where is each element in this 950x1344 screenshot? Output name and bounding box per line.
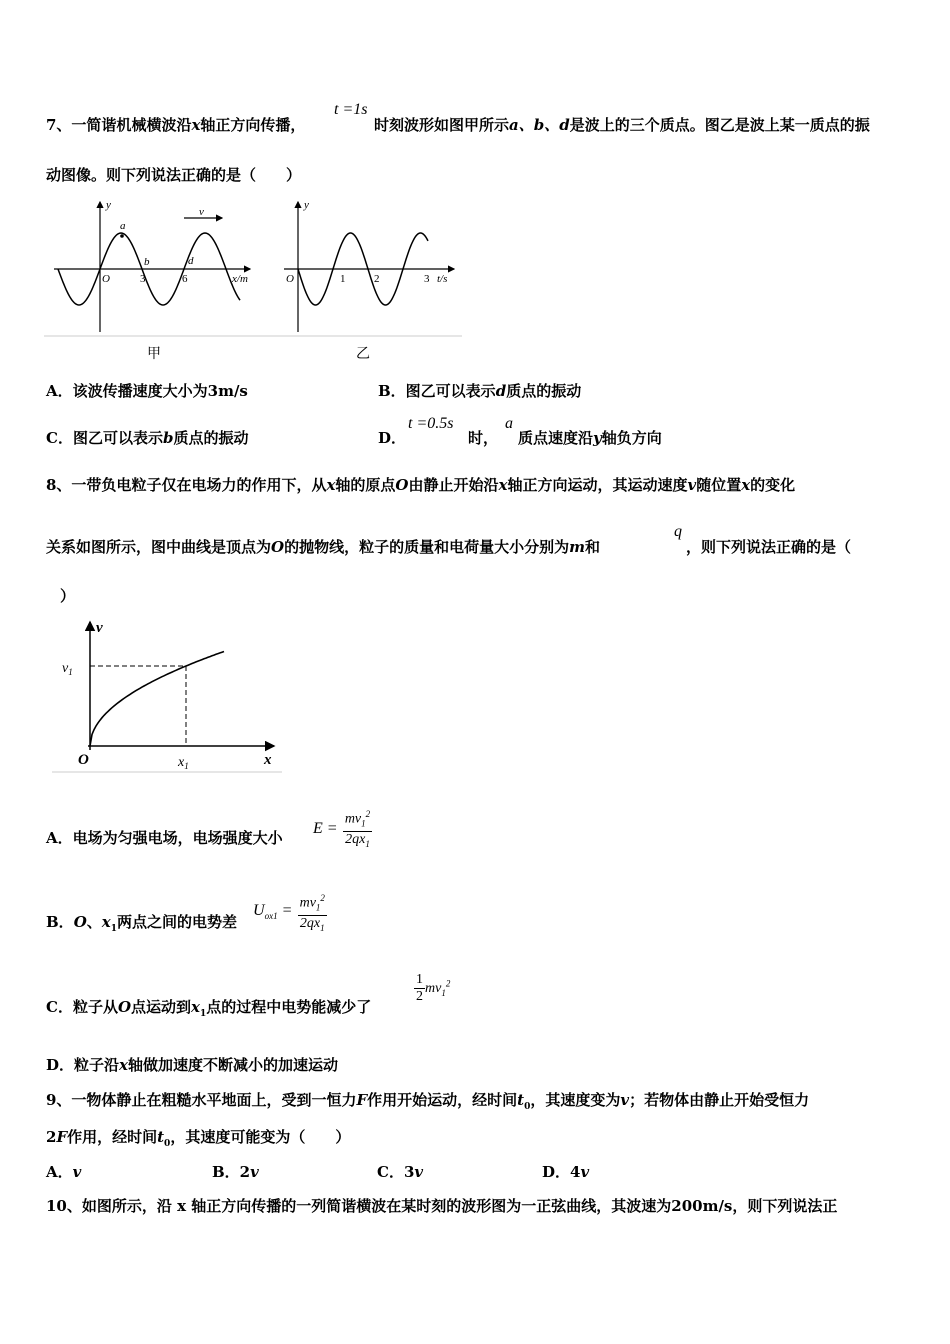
q8-option-c[interactable]: C．粒子从O点运动到$x_1$点的过程中电势能减少了 (46, 998, 372, 1019)
q9-stem-line2: 2F作用，经时间$t_0$，其速度可能变为（ ） (46, 1128, 351, 1149)
jia-x-label: x/m (232, 273, 248, 285)
q7-caption-jia: 甲 (147, 346, 161, 362)
q7-time-formula: t =1s (334, 101, 368, 118)
q8-option-a-formula: E = $\frac{mv_1^2}{2qx_1}$ (313, 806, 372, 852)
q7-wave-figures (44, 196, 464, 338)
q7-option-d-label[interactable]: D． (378, 429, 407, 447)
q7-option-d-time: t =0.5s (408, 415, 454, 432)
q9-option-c[interactable]: C．3v (377, 1163, 424, 1181)
q9-option-d[interactable]: D．4v (542, 1163, 590, 1181)
jia-point-d: d (188, 255, 194, 267)
vx-x-label: x (264, 752, 272, 768)
yi-x-label: t/s (437, 273, 448, 285)
q7-stem-line2: 动图像。则下列说法正确的是（ ） (46, 166, 302, 184)
q7-caption-yi: 乙 (356, 346, 370, 362)
q8-option-c-formula: $\frac{1}{2}$ $mv_1^2$ (416, 972, 451, 1004)
q9-option-b[interactable]: B．2v (212, 1163, 259, 1181)
q7-option-d-var: a (505, 415, 513, 432)
q8-stem-line2: 关系如图所示，图中曲线是顶点为O的抛物线，粒子的质量和电荷量大小分别为m和 (46, 538, 600, 556)
yi-tick-2: 2 (374, 273, 380, 285)
jia-tick-O: O (102, 273, 110, 285)
jia-y-label: y (106, 199, 111, 211)
q8-stem-line1: 8、一带负电粒子仅在电场力的作用下，从x轴的原点O由静止开始沿x轴正方向运动，其运动速度v随位置x的变化 (46, 476, 796, 494)
vx-x1-label: $x_1$ (178, 755, 189, 771)
vx-v1-label: $v_1$ (62, 661, 73, 677)
yi-y-label: y (304, 199, 309, 211)
q8-stem-line2-tail: ，则下列说法正确的是（ (686, 538, 852, 556)
q9-option-a[interactable]: A．v (46, 1163, 82, 1181)
q9-stem-line1: 9、一物体静止在粗糙水平地面上，受到一恒力F作用开始运动，经时间$t_0$，其速度变为v；若物体由静止开始受恒力 (46, 1091, 810, 1112)
q7-option-d-mid: 时， (468, 429, 499, 447)
q8-option-b[interactable]: B．O、$x_1$两点之间的电势差 (46, 913, 238, 934)
jia-tick-6: 6 (182, 273, 188, 285)
vx-v-label: v (96, 620, 103, 636)
q7-option-b[interactable]: B．图乙可以表示d质点的振动 (378, 382, 582, 400)
jia-v-label: v (199, 206, 204, 218)
jia-tick-3: 3 (140, 273, 146, 285)
q8-option-a[interactable]: A．电场为匀强电场，电场强度大小 (46, 829, 283, 847)
jia-dot-a (120, 234, 124, 238)
yi-tick-O: O (286, 273, 294, 285)
q7-option-c[interactable]: C．图乙可以表示b质点的振动 (46, 429, 249, 447)
q8-option-b-formula: $U_{ox1}$ = $\frac{mv_1^2}{2qx_1}$ (253, 890, 327, 936)
q7-stem-line1-cont: 时刻波形如图甲所示a、b、d是波上的三个质点。图乙是波上某一质点的振 (374, 116, 870, 134)
q7-stem-line1: 7、一简谐机械横波沿x轴正方向传播， (46, 116, 306, 134)
yi-tick-3: 3 (424, 273, 430, 285)
q8-stem-line3: ） (60, 587, 76, 605)
q8-option-d[interactable]: D．粒子沿x轴做加速度不断减小的加速运动 (46, 1056, 338, 1074)
vx-origin-label: O (78, 752, 89, 768)
q8-charge-q: q (674, 523, 682, 540)
yi-tick-1: 1 (340, 273, 346, 285)
q7-option-d-text: 质点速度沿y轴负方向 (518, 429, 662, 447)
q10-stem-line1: 10、如图所示，沿 x 轴正方向传播的一列简谐横波在某时刻的波形图为一正弦曲线，其波速为200m/s，则下列说法正 (46, 1197, 838, 1215)
q7-option-a[interactable]: A．该波传播速度大小为3m/s (46, 382, 248, 400)
jia-point-a: a (120, 220, 126, 232)
q8-velocity-graph (52, 614, 286, 776)
jia-point-b: b (144, 256, 150, 268)
